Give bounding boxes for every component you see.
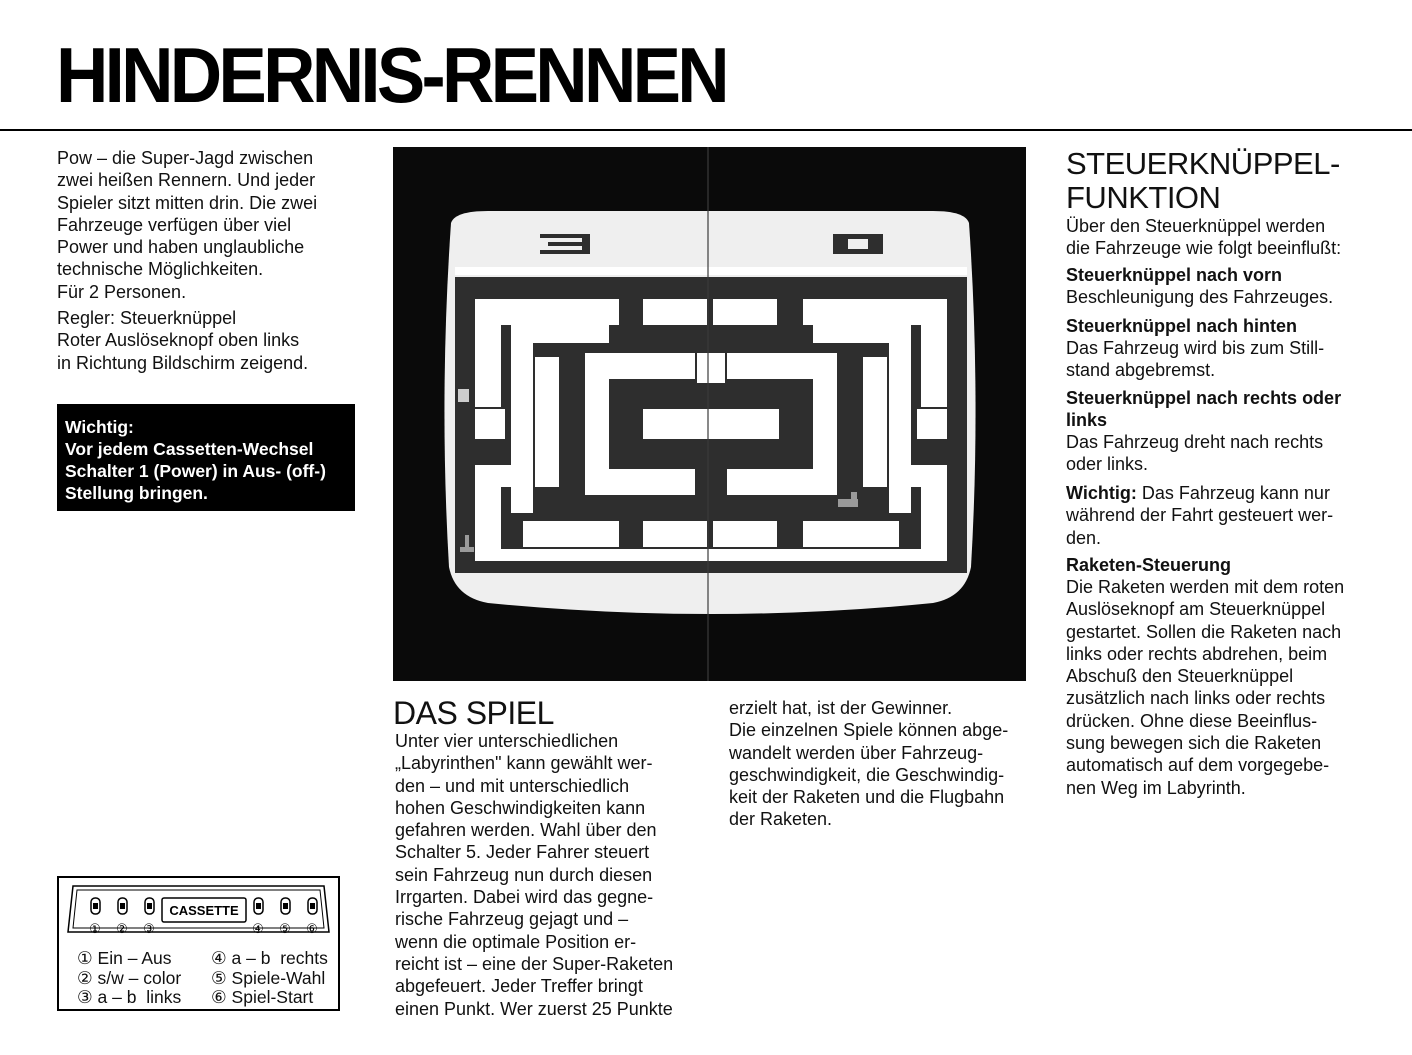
steuer-section-raketen	[1066, 554, 1406, 799]
das-spiel-heading: DAS SPIEL	[393, 695, 554, 731]
console-diagram	[59, 878, 338, 944]
switch-number: ⑥	[306, 922, 318, 937]
switch-number: ②	[116, 922, 128, 937]
section-heading: Steuerknüppel nach rechts oder links	[1066, 388, 1342, 430]
fold-line	[707, 147, 709, 681]
steuer-section-wichtig	[1066, 482, 1406, 549]
section-heading: Steuerknüppel nach vorn	[1066, 265, 1283, 285]
section-text: Beschleunigung des Fahrzeuges.	[1066, 287, 1334, 307]
section-text: Das Fahrzeug kann nur während der Fahrt gesteuert wer- den.	[1066, 483, 1334, 548]
section-heading: Wichtig:	[1066, 483, 1137, 503]
console-switch-panel	[57, 876, 340, 1011]
intro-description: Pow – die Super-Jagd zwischen zwei heißen Rennern. Und jeder Spieler sitzt mitten drin. Die zwei Fahrzeuge verfügen über viel Power und haben unglaubliche technische Möglichkeiten. Für 2 Personen.	[57, 148, 318, 302]
cassette-label: CASSETTE	[169, 903, 239, 918]
steuer-heading: STEUERKNÜPPEL- FUNKTION	[1066, 146, 1340, 215]
section-text: Die Raketen werden mit dem roten Auslöseknopf am Steuerknüppel gestartet. Sollen die Raketen nach links oder rechts abdrehen, beim Abschuß den Steuerknüppel zusätzlich nach links oder rechts drücken. Ohne diese Beeinflus- sung bewegen sich die Raketen automatisch auf dem vorgegebe- nen Weg im Labyrinth.	[1066, 577, 1345, 798]
section-text: Das Fahrzeug wird bis zum Still- stand abgebremst.	[1066, 338, 1325, 381]
page-title: HINDERNIS-RENNEN	[56, 31, 726, 119]
section-text: Das Fahrzeug dreht nach rechts oder links.	[1066, 432, 1324, 475]
legend-left: ① Ein – Aus ② s/w – color ③ a – b links	[77, 948, 182, 1007]
steuer-section-vorn	[1066, 264, 1406, 308]
switch-number: ①	[89, 922, 101, 937]
missile-marker	[458, 389, 469, 402]
right-score-digit	[833, 234, 883, 254]
top-bar	[455, 267, 967, 275]
section-heading: Raketen-Steuerung	[1066, 555, 1232, 575]
steuer-intro: Über den Steuerknüppel werden die Fahrzeuge wie folgt beeinflußt:	[1066, 216, 1342, 259]
game-screenshot	[393, 147, 1026, 681]
steuer-section-hinten	[1066, 315, 1406, 382]
header-rule	[0, 129, 1412, 131]
switch-number: ④	[252, 922, 264, 937]
legend-right: ④ a – b rechts ⑤ Spiele-Wahl ⑥ Spiel-Start	[211, 948, 328, 1007]
das-spiel-col2: erzielt hat, ist der Gewinner. Die einzelnen Spiele können abge- wandelt werden über Fahrzeug- geschwindigkeit, die Geschwindig- keit der Raketen und die Flugbahn der Raketen.	[729, 698, 1009, 830]
section-heading: Steuerknüppel nach hinten	[1066, 316, 1298, 336]
warning-box	[57, 404, 355, 511]
left-score-digit	[540, 234, 590, 254]
switch-number: ③	[143, 922, 155, 937]
warning-heading: Wichtig:	[65, 417, 134, 437]
intro-controls: Regler: Steuerknüppel Roter Auslöseknopf oben links in Richtung Bildschirm zeigend.	[57, 308, 309, 373]
das-spiel-col1: Unter vier unterschiedlichen „Labyrinthen" kann gewählt wer- den – und mit unterschiedlich hohen Geschwindigkeiten kann gefahren werden. Wahl über den Schalter 5. Jeder Fahrer steuert sein Fahrzeug nun durch diesen Irrgarten. Dabei wird das gegne- rische Fahrzeug gejagt und – wenn die optimale Position er- reicht ist – eine der Super-Raketen abgefeuert. Jeder Treffer bringt einen Punkt. Wer zuerst 25 Punkte	[395, 731, 674, 1019]
switch-number: ⑤	[279, 922, 291, 937]
warning-text: Vor jedem Cassetten-Wechsel Schalter 1 (Power) in Aus- (off-) Stellung bringen.	[65, 439, 326, 503]
steuer-section-rechts-links	[1066, 387, 1406, 476]
